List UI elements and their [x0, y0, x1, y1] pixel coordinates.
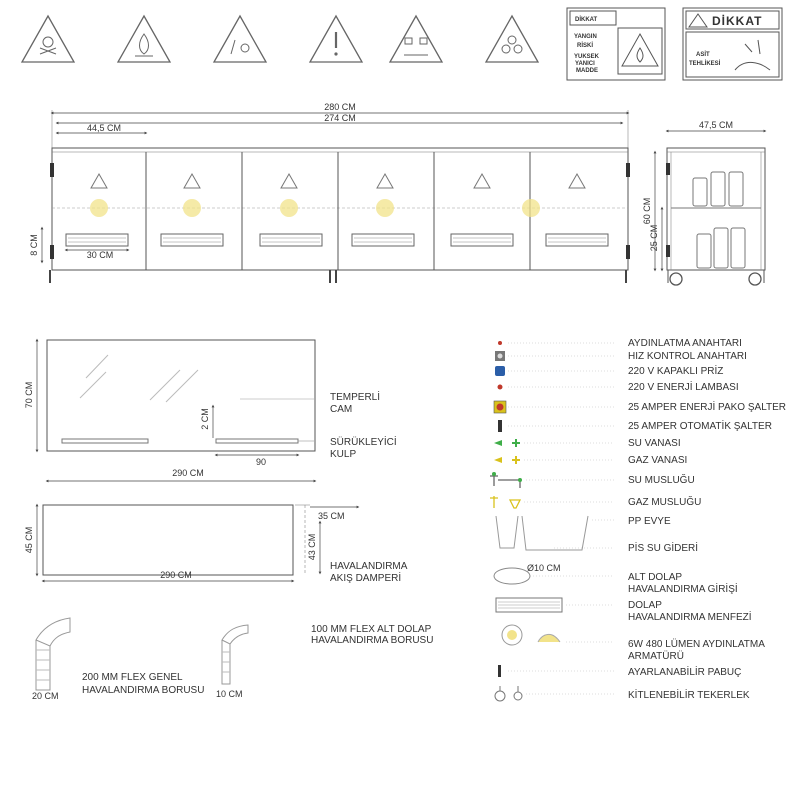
fire-sign-line2: RİSKİ [577, 43, 594, 49]
sash-handle-right [216, 439, 298, 443]
hazard-icon-row [22, 16, 538, 62]
dim-vent-width: 30 CM [86, 250, 114, 260]
legend-label-automatic-switch: 25 AMPER OTOMATİK ŞALTER [628, 421, 772, 432]
pp-sink-icon [496, 516, 588, 550]
door-2-light [183, 199, 201, 217]
legend-label-water-tap: SU MUSLUĞU [628, 475, 695, 486]
legend-label-speed-control: HIZ KONTROL ANAHTARI [628, 351, 747, 362]
door-3-light [280, 199, 298, 217]
dim-duct-100: 10 CM [216, 689, 243, 699]
front-feet [50, 270, 626, 283]
general-warning-icon [310, 16, 362, 62]
side-view [642, 120, 765, 285]
lighting-switch-icon [498, 341, 502, 345]
door-4-vent-grille [352, 234, 414, 246]
acid-hand-icon [735, 40, 770, 70]
door-5-hazard-icon [474, 174, 490, 188]
automatic-switch-icon [498, 420, 502, 432]
dim-hood-inner-height: 43 CM [307, 533, 317, 561]
caster-right [749, 273, 761, 285]
legend-label-gas-valve: GAZ VANASI [628, 455, 688, 466]
dim-inner-width: 274 CM [324, 113, 356, 123]
legend-row-gas-valve [494, 455, 687, 466]
door-2-hazard-icon [184, 174, 200, 188]
biohazard-icon [486, 16, 538, 62]
front-view [29, 102, 630, 283]
door-1-vent-grille [66, 234, 128, 246]
door-3 [260, 174, 322, 246]
covered-socket-icon [495, 366, 505, 376]
legend-label-waste-drain: PİS SU GİDERİ [628, 543, 699, 554]
label-duct-100-1: 100 MM FLEX ALT DOLAP [311, 624, 432, 635]
door-2 [161, 174, 223, 246]
acid-sign-line1: ASİT [696, 52, 710, 58]
energy-lamp-icon [498, 385, 503, 390]
fire-sign-triangle-icon [622, 34, 658, 66]
dim-hood-width: 290 CM [160, 570, 192, 580]
dim-shelf-height: 25 CM [649, 224, 659, 252]
dim-glass-gap: 2 CM [200, 408, 210, 430]
legend-row-gas-tap [490, 495, 701, 508]
corrosive-icon [390, 16, 442, 62]
legend-label-pp-sink: PP EVYE [628, 516, 671, 527]
door-4-hazard-icon [377, 174, 393, 188]
dim-hood-top-depth: 35 CM [318, 511, 345, 521]
legend-label-vent-inlet-2: HAVALANDIRMA GİRİŞİ [628, 584, 738, 595]
gas-valve-icon [494, 457, 502, 463]
legend-row-speed-control [495, 351, 747, 362]
legend-row-water-valve [494, 438, 681, 449]
legend-label-adjustable-foot: AYARLANABİLİR PABUÇ [628, 667, 742, 678]
fire-sign-line5: MADDE [576, 68, 598, 74]
caster-left [670, 273, 682, 285]
acid-sign-line2: TEHLİKESİ [689, 61, 721, 67]
door-6 [546, 174, 608, 246]
legend-label-pako-switch: 25 AMPER ENERJİ PAKO ŞALTER [628, 402, 787, 413]
dim-door-width: 44,5 CM [86, 123, 122, 133]
legend-row-lighting-switch [498, 338, 742, 349]
environment-hazard-icon [214, 16, 266, 62]
door-5-vent-grille [451, 234, 513, 246]
toxic-skull-icon [22, 16, 74, 62]
door-2-vent-grille [161, 234, 223, 246]
dim-drain-diameter: Ø10 CM [527, 563, 561, 573]
hinge-left-top [50, 163, 54, 177]
water-tap-icon [490, 474, 520, 488]
legend-label-water-valve: SU VANASI [628, 438, 681, 449]
legend-row-water-tap [490, 472, 695, 488]
fire-sign-line4: YANICI [575, 61, 595, 67]
legend-label-vent-inlet-1: ALT DOLAP [628, 572, 683, 583]
legend-label-covered-socket: 220 V KAPAKLI PRİZ [628, 366, 724, 377]
fire-risk-sign [567, 8, 665, 80]
dim-overall-width: 280 CM [324, 102, 356, 112]
door-6-hazard-icon [569, 174, 585, 188]
gas-tap-icon [490, 496, 520, 508]
dim-foot-height: 8 CM [29, 234, 39, 256]
fire-sign-line1: YANGIN [574, 34, 597, 40]
label-duct-200-1: 200 MM FLEX GENEL [82, 672, 183, 683]
locking-caster-icon [495, 691, 505, 701]
door-4-light [376, 199, 394, 217]
door-3-vent-grille [260, 234, 322, 246]
legend-row-locking-caster [495, 686, 750, 701]
door-6-vent-grille [546, 234, 608, 246]
acid-sign-header: DİKKAT [712, 14, 763, 28]
fire-sign-line3: YUKSEK [574, 54, 600, 60]
duct-200-drawing [36, 618, 70, 690]
dim-handle-length: 90 [255, 457, 267, 467]
legend-label-led-fixture-1: 6W 480 LÜMEN AYDINLATMA [628, 639, 765, 650]
adjustable-foot-icon [498, 665, 501, 677]
fire-sign-header: DİKKAT [575, 17, 598, 23]
dim-side-height: 60 CM [642, 197, 652, 225]
bottles-bottom-shelf [697, 228, 745, 268]
label-duct-100-2: HAVALANDIRMA BORUSU [311, 635, 434, 646]
hinge-left-bottom [50, 245, 54, 259]
flammable-flame-icon [118, 16, 170, 62]
acid-sign-triangle-icon [689, 14, 707, 27]
water-valve-icon [494, 440, 502, 446]
vent-inlet-icon [494, 568, 530, 584]
label-duct-200-2: HAVALANDIRMA BORUSU [82, 685, 205, 696]
legend-row-automatic-switch [498, 419, 772, 432]
hinge-right-bottom [626, 245, 630, 259]
legend-label-vent-grille-1: DOLAP [628, 600, 662, 611]
legend-row-covered-socket [495, 364, 723, 377]
legend-label-energy-lamp: 220 V ENERJİ LAMBASI [628, 382, 739, 393]
legend-label-lighting-switch: AYDINLATMA ANAHTARI [628, 338, 742, 349]
label-drag-handle-1: SÜRÜKLEYİCİ [330, 437, 397, 448]
legend-label-vent-grille-2: HAVALANDIRMA MENFEZİ [628, 612, 752, 623]
legend-row-vent-grille [496, 598, 752, 623]
door-3-hazard-icon [281, 174, 297, 188]
label-tempered-glass-2: CAM [330, 404, 353, 415]
legend-row-led-fixture [502, 625, 765, 662]
legend-row-waste-drain [527, 541, 698, 573]
hinge-right-top [626, 163, 630, 177]
dim-duct-200: 20 CM [32, 691, 59, 701]
door-5-light [522, 199, 540, 217]
legend-label-gas-tap: GAZ MUSLUĞU [628, 497, 702, 508]
label-damper-2: AKIŞ DAMPERİ [330, 573, 402, 584]
door-1 [66, 174, 128, 246]
dim-side-depth: 47,5 CM [698, 120, 734, 130]
legend-row-adjustable-foot [498, 665, 741, 678]
legend [490, 338, 786, 701]
legend-row-energy-lamp [498, 380, 739, 393]
legend-label-led-fixture-2: ARMATÜRÜ [628, 651, 684, 662]
door-4 [352, 174, 414, 246]
hood-view [24, 505, 408, 584]
dim-glass-width: 290 CM [172, 468, 204, 478]
glass-sash-view [24, 340, 397, 481]
legend-label-locking-caster: KİTLENEBİLİR TEKERLEK [628, 690, 750, 701]
duct-100-drawing [222, 625, 248, 684]
dim-hood-height: 45 CM [24, 526, 34, 554]
label-damper-1: HAVALANDIRMA [330, 561, 408, 572]
legend-row-pako-switch [494, 400, 786, 413]
door-1-light [90, 199, 108, 217]
door-5 [451, 174, 540, 246]
bottles-top-shelf [693, 172, 743, 206]
sash-handle-left [62, 439, 148, 443]
duct-section [32, 618, 433, 701]
dim-glass-height: 70 CM [24, 381, 34, 409]
label-drag-handle-2: KULP [330, 449, 357, 460]
acid-hazard-sign [683, 8, 782, 80]
label-tempered-glass-1: TEMPERLİ [330, 392, 381, 403]
door-1-hazard-icon [91, 174, 107, 188]
